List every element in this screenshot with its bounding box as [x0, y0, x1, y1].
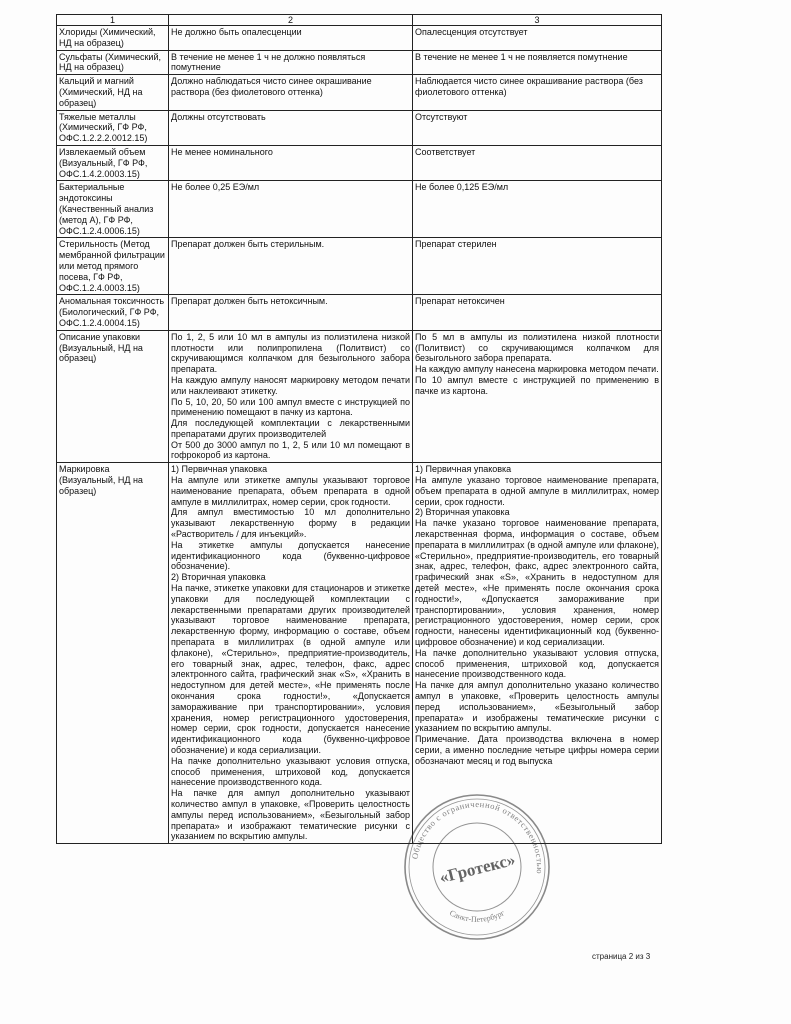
row-result	[413, 110, 662, 145]
row-test-name: Маркировка (Визуальный, НД на образец)	[57, 463, 169, 844]
row-requirement	[169, 110, 413, 145]
row-result	[413, 238, 662, 295]
table-row	[57, 145, 662, 180]
result-paragraph: Наблюдается чисто синее окрашивание раствора (без фиолетового оттенка)	[415, 76, 643, 97]
row-requirement	[169, 145, 413, 180]
requirement-paragraph: От 500 до 3000 ампул по 1, 2, 5 или 10 мл помещают в гофрокороб из картона.	[171, 439, 410, 461]
requirement-paragraph: По 5, 10, 20, 50 или 100 ампул вместе с инструкцией по применению помещают в пачку из картона.	[171, 396, 410, 418]
requirement-paragraph: На пачке, этикетке упаковки для стационаров и этикетке упаковки для последующей комплектации с лекарственными препаратами других производителей указывают торговое наименование препарата, лекарственную форму, информацию о составе, объем препарата в миллилитрах (в одной ампуле или флаконе), «Стерильно», предприятие-производитель, его товарный знак, адрес, телефон, факс, адрес электронного сайта, графический знак «S», «Хранить в недоступном для детей месте», «Не применять после окончания срока годности!», «Допускается замораживание при транспортировании», условия хранения, номер регистрационного удостоверения, номер серии, срок годности, допускается нанесение идентификационного кода (буквенно-цифровое обозначение) и кода сериализации.	[171, 583, 410, 755]
result-paragraph: На пачке для ампул дополнительно указано количество ампул в упаковке, «Проверить целостность ампулы перед использованием», «Безыгольный забор препарата» и изображены тематические рисунки с указанием по вскрытию ампулы.	[415, 680, 659, 734]
row-result	[413, 181, 662, 238]
row-test-name: Аномальная токсичность (Биологический, ГФ РФ, ОФС.1.2.4.0004.15)	[57, 295, 169, 330]
requirement-paragraph: На ампуле или этикетке ампулы указывают торговое наименование препарата, объем препарата в одной ампуле в миллилитрах, номер серии, срок годности.	[171, 475, 410, 507]
result-paragraph: На ампуле указано торговое наименование препарата, объем препарата в одной ампуле в миллилитрах, номер серии, срок годности.	[415, 475, 659, 507]
row-result	[413, 26, 662, 51]
requirement-paragraph: Должно наблюдаться чисто синее окрашивание раствора (без фиолетового оттенка)	[171, 76, 372, 97]
row-requirement	[169, 75, 413, 110]
result-paragraph: По 5 мл в ампулы из полиэтилена низкой плотности (Политвист) со скручивающимся колпачком для безыгольного забора препарата.	[415, 331, 659, 364]
stamp-city-text: Санкт-Петербург	[448, 908, 506, 924]
row-result	[413, 295, 662, 330]
result-paragraph: Отсутствуют	[415, 111, 468, 122]
row-requirement	[169, 330, 413, 463]
result-paragraph: По 10 ампул вместе с инструкцией по применению в пачке из картона.	[415, 374, 659, 396]
requirement-paragraph: На пачке дополнительно указывают условия отпуска, способ применения, штриховой код, допускается нанесение производственного кода.	[171, 755, 410, 788]
table-row	[57, 463, 662, 844]
page-number: страница 2 из 3	[592, 952, 651, 961]
requirement-paragraph: На пачке для ампул дополнительно указывают количество ампул в упаковке, «Проверить целостность ампулы перед использованием», «Безыгольный забор препарата» и изображают тематические рисунки с указанием по вскрытию ампулы.	[171, 788, 410, 842]
row-test-name: Бактериальные эндотоксины (Качественный анализ (метод А), ГФ РФ, ОФС.1.2.4.0006.15)	[57, 181, 169, 238]
row-test-name: Извлекаемый объем (Визуальный, ГФ РФ, ОФС.1.4.2.0003.15)	[57, 145, 169, 180]
requirement-paragraph: Для ампул вместимостью 10 мл дополнительно указывают лекарственную форму в редакции «Растворитель / для инъекций».	[171, 507, 410, 540]
row-requirement	[169, 295, 413, 330]
requirement-paragraph: На этикетке ампулы допускается нанесение идентификационного кода (буквенно-цифровое обозначение).	[171, 539, 410, 572]
table-row	[57, 75, 662, 110]
row-result	[413, 50, 662, 75]
company-seal-stamp	[402, 792, 552, 942]
table-header-row	[57, 15, 662, 26]
result-paragraph: Препарат нетоксичен	[415, 296, 505, 307]
column-header-1: 1	[57, 15, 169, 26]
result-paragraph: Препарат стерилен	[415, 239, 497, 250]
requirement-paragraph: 2) Вторичная упаковка	[171, 572, 266, 583]
requirement-paragraph: По 1, 2, 5 или 10 мл в ампулы из полиэтилена низкой плотности или полипропилена (Политвист) со скручивающимся колпачком для безыгольного забора препарата.	[171, 331, 410, 375]
result-paragraph: На пачке указано торговое наименование препарата, лекарственная форма, информация о составе, объем препарата в миллилитрах (в одной ампуле или флаконе), «Стерильно», предприятие-производитель, его товарный знак, адрес, телефон, факс, адрес электронного сайта, графический знак «S», «Хранить в недоступном для детей месте», «Не применять после окончания срока годности!», «Допускается замораживание при транспортировании», условия хранения, номер регистрационного удостоверения, номер серии, срок годности, нанесены идентификационный код (буквенно-цифровое обозначение) и код сериализации.	[415, 518, 659, 648]
row-test-name: Кальций и магний (Химический, НД на образец)	[57, 75, 169, 110]
requirement-paragraph: В течение не менее 1 ч не должно появляться помутнение	[171, 51, 366, 73]
result-paragraph: 2) Вторичная упаковка	[415, 507, 510, 518]
row-result	[413, 75, 662, 110]
row-test-name: Описание упаковки (Визуальный, НД на образец)	[57, 330, 169, 463]
row-test-name: Сульфаты (Химический, НД на образец)	[57, 50, 169, 75]
requirement-paragraph: Для последующей комплектации с лекарственными препаратами других производителей	[171, 418, 410, 439]
requirement-paragraph: Препарат должен быть стерильным.	[171, 239, 325, 250]
table-row	[57, 50, 662, 75]
row-result	[413, 463, 662, 844]
table-row	[57, 238, 662, 295]
table-row	[57, 181, 662, 238]
requirement-paragraph: Не более 0,25 ЕЭ/мл	[171, 182, 260, 193]
row-requirement	[169, 26, 413, 51]
row-requirement	[169, 238, 413, 295]
result-paragraph: На каждую ампулу нанесена маркировка методом печати.	[415, 364, 659, 375]
stamp-center-text: «Гротекс»	[437, 849, 518, 888]
result-paragraph: В течение не менее 1 ч не появляется помутнение	[415, 51, 628, 62]
result-paragraph: Опалесценция отсутствует	[415, 27, 528, 37]
row-test-name: Тяжелые металлы (Химический, ГФ РФ, ОФС.1.2.2.2.0012.15)	[57, 110, 169, 145]
table-row	[57, 26, 662, 51]
row-test-name: Стерильность (Метод мембранной фильтрации или метод прямого посева, ГФ РФ, ОФС.1.2.4.0003.15)	[57, 238, 169, 295]
svg-text:Санкт-Петербург	[448, 908, 507, 924]
result-paragraph: На пачке дополнительно указывают условия отпуска, способ применения, штриховой код, допускается нанесение производственного кода.	[415, 647, 659, 680]
table-row	[57, 110, 662, 145]
result-paragraph: Не более 0,125 ЕЭ/мл	[415, 182, 509, 193]
requirement-paragraph: Должны отсутствовать	[171, 111, 266, 122]
row-test-name: Хлориды (Химический, НД на образец)	[57, 26, 169, 51]
requirement-paragraph: Не должно быть опалесценции	[171, 27, 302, 37]
stamp-ring-text: Общество с ограниченной ответственностью	[409, 798, 546, 875]
result-paragraph: Соответствует	[415, 146, 476, 157]
table-row	[57, 330, 662, 463]
result-paragraph: Примечание. Дата производства включена в номер серии, а именно последние четыре цифры номера серии обозначают месяц и год выпуска	[415, 734, 659, 766]
column-header-2: 2	[169, 15, 413, 26]
table-row	[57, 295, 662, 330]
column-header-3: 3	[413, 15, 662, 26]
specification-table	[56, 14, 662, 844]
result-paragraph: 1) Первичная упаковка	[415, 464, 512, 475]
requirement-paragraph: Не менее номинального	[171, 146, 273, 157]
requirement-paragraph: Препарат должен быть нетоксичным.	[171, 296, 328, 307]
row-result	[413, 330, 662, 463]
row-result	[413, 145, 662, 180]
row-requirement	[169, 463, 413, 844]
row-requirement	[169, 181, 413, 238]
row-requirement	[169, 50, 413, 75]
requirement-paragraph: 1) Первичная упаковка	[171, 464, 268, 475]
requirement-paragraph: На каждую ампулу наносят маркировку методом печати или наклеивают этикетку.	[171, 374, 410, 396]
